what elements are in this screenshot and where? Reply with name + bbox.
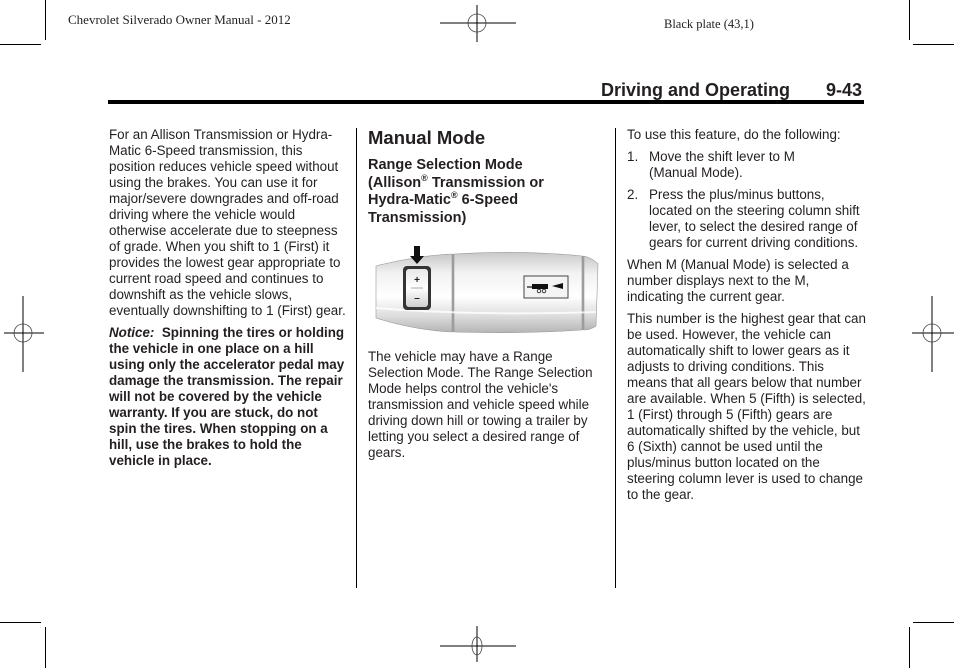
crop-mark	[909, 627, 910, 668]
step-text: Press the plus/minus buttons, located on the steering column shift lever, to select the desired range of gears for current driving conditions.	[649, 187, 860, 250]
column-divider	[356, 128, 357, 588]
paragraph: The vehicle may have a Range Selection Mode. The Range Selection Mode helps control the vehicle's transmission and vehicle speed while driving down hill or towing a trailer by letting you select a desired range of gears.	[368, 349, 593, 460]
plate-label: Black plate (43,1)	[664, 17, 754, 31]
notice-text: Spinning the tires or holding the vehicle in one place on a hill using only the accelerator pedal may damage the transmission. The repair will not be covered by the vehicle warranty. If you are stuck, do not spin the tires. When stopping on a hill, use the brakes to hold the vehicle in place.	[109, 325, 345, 468]
crop-mark	[45, 627, 46, 668]
subheading-text: (Allison	[368, 174, 422, 191]
plus-icon: +	[414, 275, 420, 286]
step-number: 2.	[627, 187, 639, 202]
paragraph: For an Allison Transmission or Hydra-Matic 6-Speed transmission, this position reduces vehicle speed without using the brakes. You can use it for major/severe downgrades and off-road driving where the vehicle would otherwise accelerate due to steepness of grade. When you shift to 1 (First) it provides the lowest gear appropriate to current road speed and continues to downshift as the vehicle slows, eventually downshifting to 1 (First) gear.	[109, 127, 346, 318]
column-3	[627, 127, 867, 503]
registration-mark-icon	[440, 2, 516, 42]
column-divider	[615, 128, 616, 588]
section-title: Driving and Operating	[601, 80, 791, 100]
document-slug: Chevrolet Silverado Owner Manual - 2012	[68, 12, 291, 27]
registration-mark-icon	[912, 296, 954, 372]
crop-mark	[0, 622, 41, 623]
subsection-heading	[368, 157, 608, 227]
column-1	[109, 127, 349, 469]
crop-mark	[909, 0, 910, 40]
subheading-line: Transmission)	[368, 209, 467, 226]
section-heading: Manual Mode	[368, 127, 486, 148]
shift-lever-illustration	[374, 246, 599, 336]
header-rule	[108, 100, 864, 104]
step-text: Move the shift lever to M (Manual Mode).	[649, 149, 795, 180]
column-2	[368, 127, 608, 460]
paragraph: When M (Manual Mode) is selected a number displays next to the M, indicating the current gear.	[627, 257, 849, 304]
subheading-text: Hydra-Matic	[368, 192, 451, 208]
registered-mark: ®	[451, 190, 458, 200]
subheading-line: Range Selection Mode	[368, 157, 523, 173]
list-item	[627, 149, 867, 181]
crop-mark	[913, 622, 954, 623]
page-number: 9-43	[826, 80, 863, 100]
notice-label: Notice:	[109, 325, 155, 340]
registration-mark-icon	[440, 626, 516, 666]
minus-icon: –	[414, 293, 420, 304]
crop-mark	[913, 44, 954, 45]
registered-mark: ®	[421, 172, 428, 183]
paragraph: This number is the highest gear that can be used. However, the vehicle can automatically shift to lower gears as it adjusts to driving conditions. This means that all gears below that number are available. When 5 (Fifth) is selected, 1 (First) through 5 (Fifth) gears are automatically shifted by the vehicle, but 6 (Sixth) cannot be used until the plus/minus button located on the steering column lever is used to change to the gear.	[627, 311, 866, 502]
registration-mark-icon	[4, 296, 44, 372]
subheading-text: Transmission or	[427, 174, 544, 191]
subheading-text: 6-Speed	[457, 192, 519, 208]
list-item	[627, 187, 867, 251]
crop-mark	[0, 44, 41, 45]
intro-text: To use this feature, do the following:	[627, 127, 841, 142]
notice	[109, 325, 349, 469]
crop-mark	[45, 0, 46, 40]
steps-list	[627, 149, 867, 251]
step-number: 1.	[627, 149, 639, 164]
